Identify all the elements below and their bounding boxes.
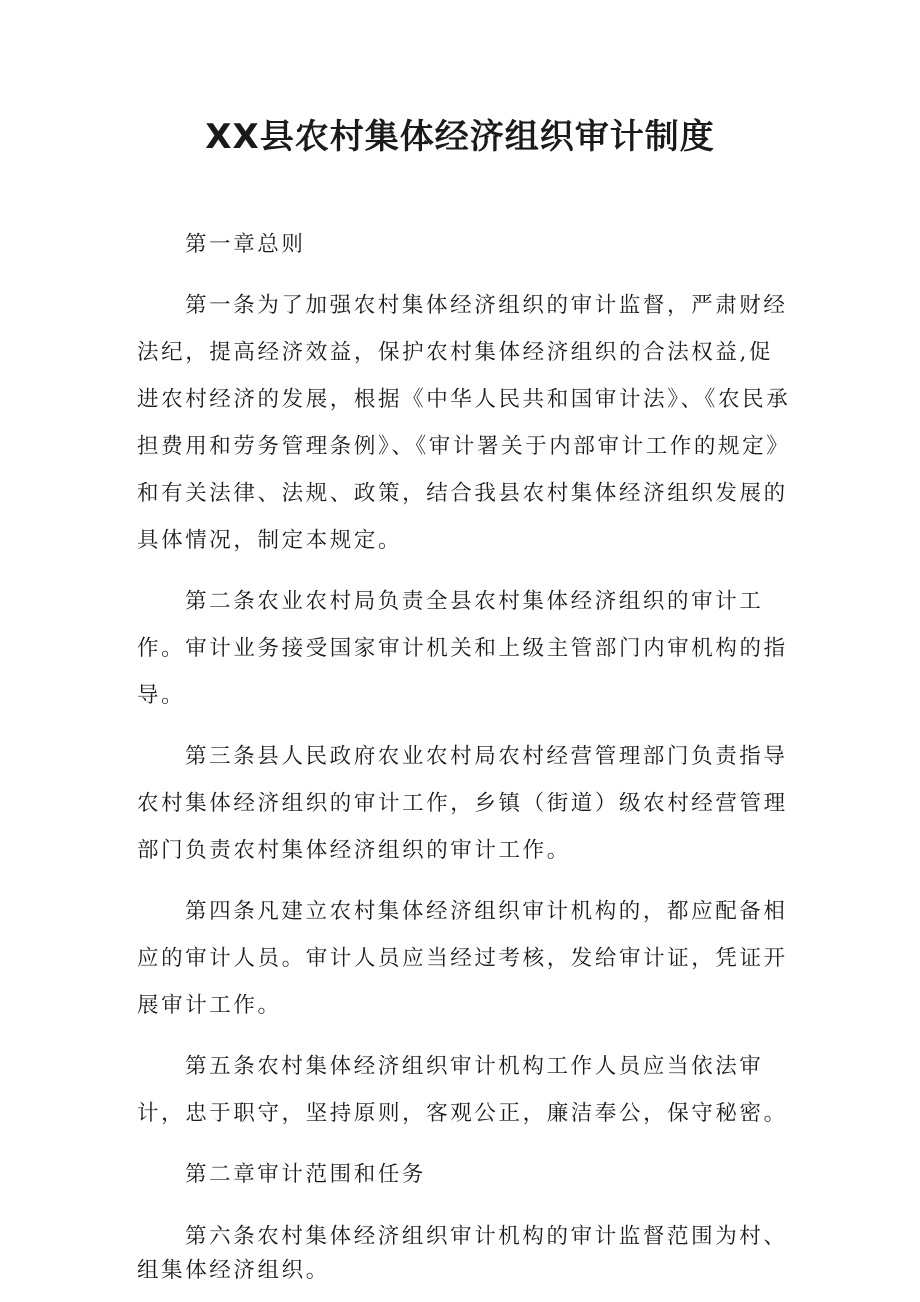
document-body — [137, 221, 797, 1302]
document-title: XX县农村集体经济组织审计制度 — [205, 117, 715, 157]
chapter-heading-1: 第一章总则 — [185, 232, 306, 257]
article-1: 第一条为了加强农村集体经济组织的审计监督，严肃财经法纪，提高经济效益，保护农村集体经济组织的合法权益,促进农村经济的发展，根据《中华人民共和国审计法》、《农民承担费用和劳务管理条例》、《审计署关于内部审计工作的规定》和有关法律、法规、政策，结合我县农村集体经济组织发展的具体情况，制定本规定。 — [137, 293, 791, 553]
article-4: 第四条凡建立农村集体经济组织审计机构的，都应配备相应的审计人员。审计人员应当经过考核，发给审计证，凭证开展审计工作。 — [137, 899, 788, 1018]
article-2: 第二条农业农村局负责全县农村集体经济组织的审计工作。审计业务接受国家审计机关和上级主管部门内审机构的指导。 — [137, 589, 788, 708]
article-6: 第六条农村集体经济组织审计机构的审计监督范围为村、组集体经济组织。 — [137, 1224, 788, 1283]
article-5: 第五条农村集体经济组织审计机构工作人员应当依法审计，忠于职守，坚持原则，客观公正，廉洁奉公，保守秘密。 — [137, 1054, 788, 1126]
article-3: 第三条县人民政府农业农村局农村经营管理部门负责指导农村集体经济组织的审计工作，乡镇（街道）级农村经营管理部门负责农村集体经济组织的审计工作。 — [137, 744, 788, 863]
chapter-heading-2: 第二章审计范围和任务 — [185, 1162, 427, 1187]
